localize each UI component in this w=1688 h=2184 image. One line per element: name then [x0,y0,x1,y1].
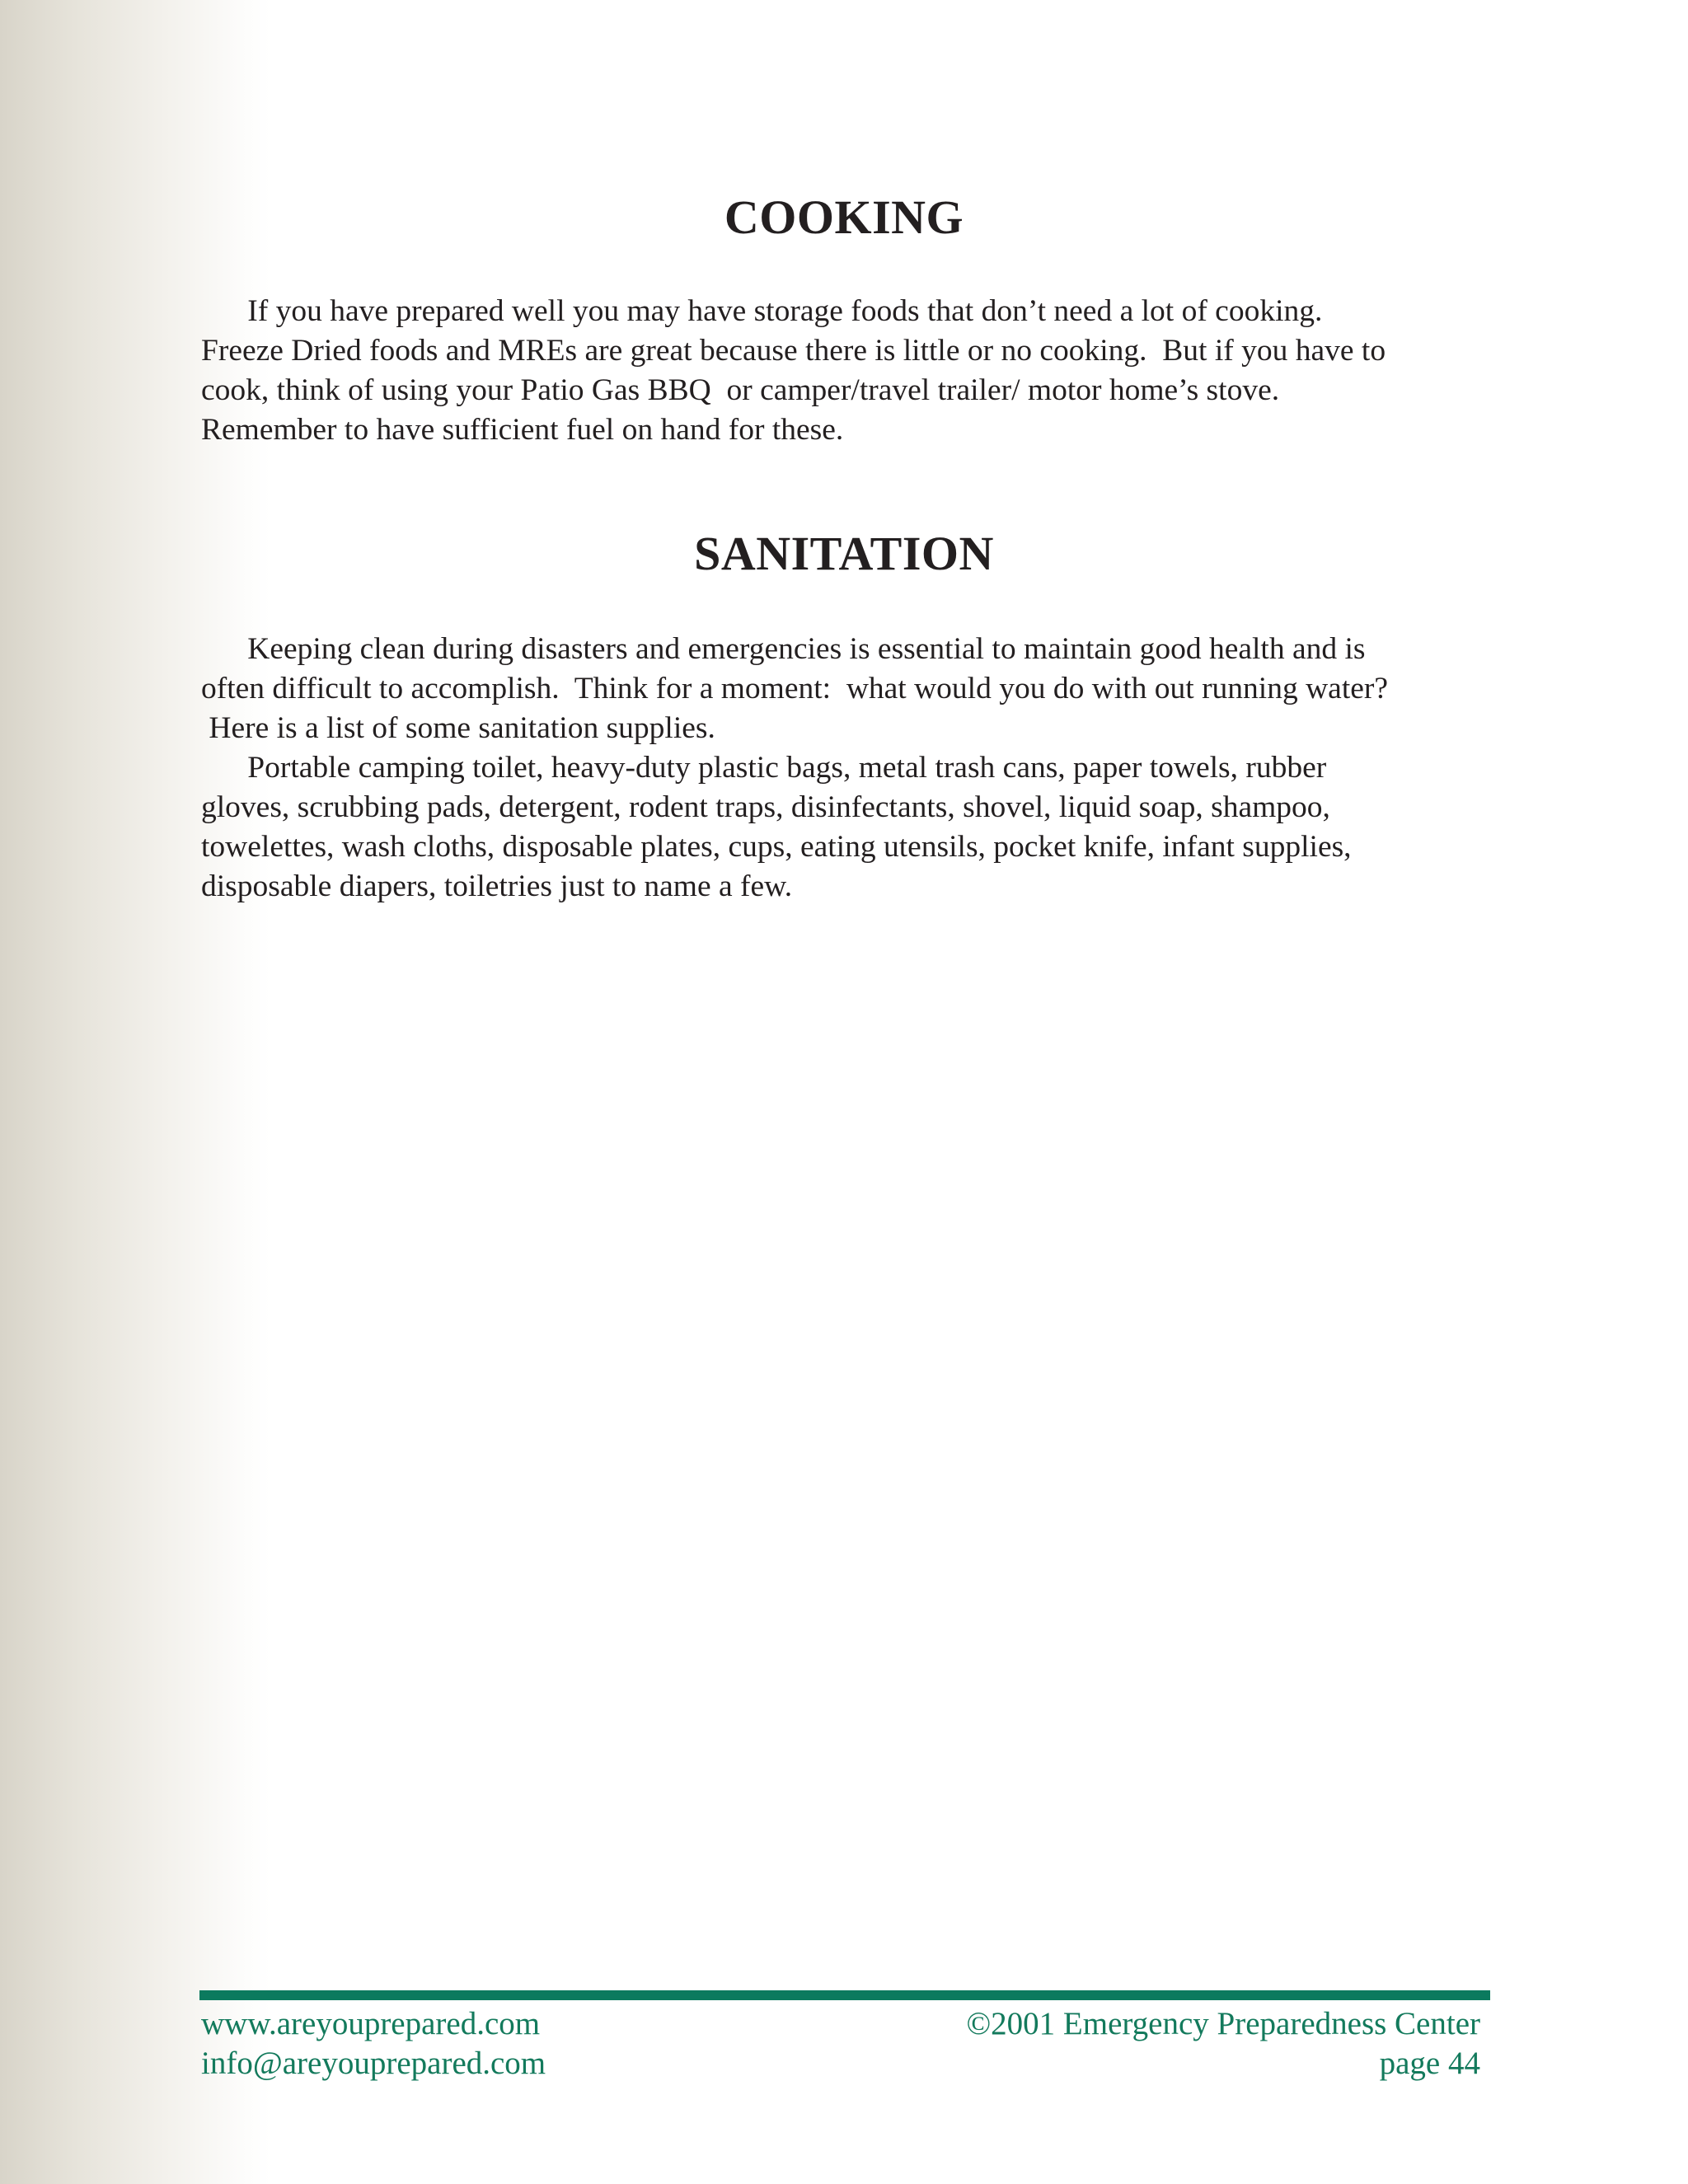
sanitation-line: Portable camping toilet, heavy-duty plastic bags, metal trash cans, paper towels, rubber [201,751,1327,785]
cooking-heading: COOKING [724,190,964,244]
sanitation-heading: SANITATION [694,527,994,580]
footer-info [967,2004,1480,2083]
sanitation-line: disposable diapers, toiletries just to name a few. [201,869,793,903]
cooking-line: cook, think of using your Patio Gas BBQ or camper/travel trailer/ motor home’s stove. [201,373,1280,407]
sanitation-line: towelettes, wash cloths, disposable plates, cups, eating utensils, pocket knife, infant supplies, [201,830,1352,864]
cooking-line: Freeze Dried foods and MREs are great because there is little or no cooking. But if you have to [201,334,1386,368]
cooking-line: Remember to have sufficient fuel on hand for these. [201,413,844,447]
cooking-paragraph [201,292,1495,450]
copyright-notice: ©2001 Emergency Preparedness Center [966,2006,1480,2041]
sanitation-line: Keeping clean during disasters and emergencies is essential to maintain good health and is [201,632,1366,666]
footer-contact [201,2004,546,2083]
page-number: page 44 [1379,2046,1480,2081]
sanitation-line: often difficult to accomplish. Think for a moment: what would you do with out running water? [201,672,1389,705]
cooking-line: If you have prepared well you may have storage foods that don’t need a lot of cooking. [201,294,1323,328]
footer-divider [199,1990,1490,2000]
sanitation-line: Here is a list of some sanitation supplies. [201,711,715,745]
sanitation-paragraph [201,630,1495,907]
website-link[interactable]: www.areyouprepared.com [201,2006,541,2041]
sanitation-line: gloves, scrubbing pads, detergent, rodent traps, disinfectants, shovel, liquid soap, shampoo, [201,790,1330,824]
email-link[interactable]: info@areyouprepared.com [201,2046,546,2081]
